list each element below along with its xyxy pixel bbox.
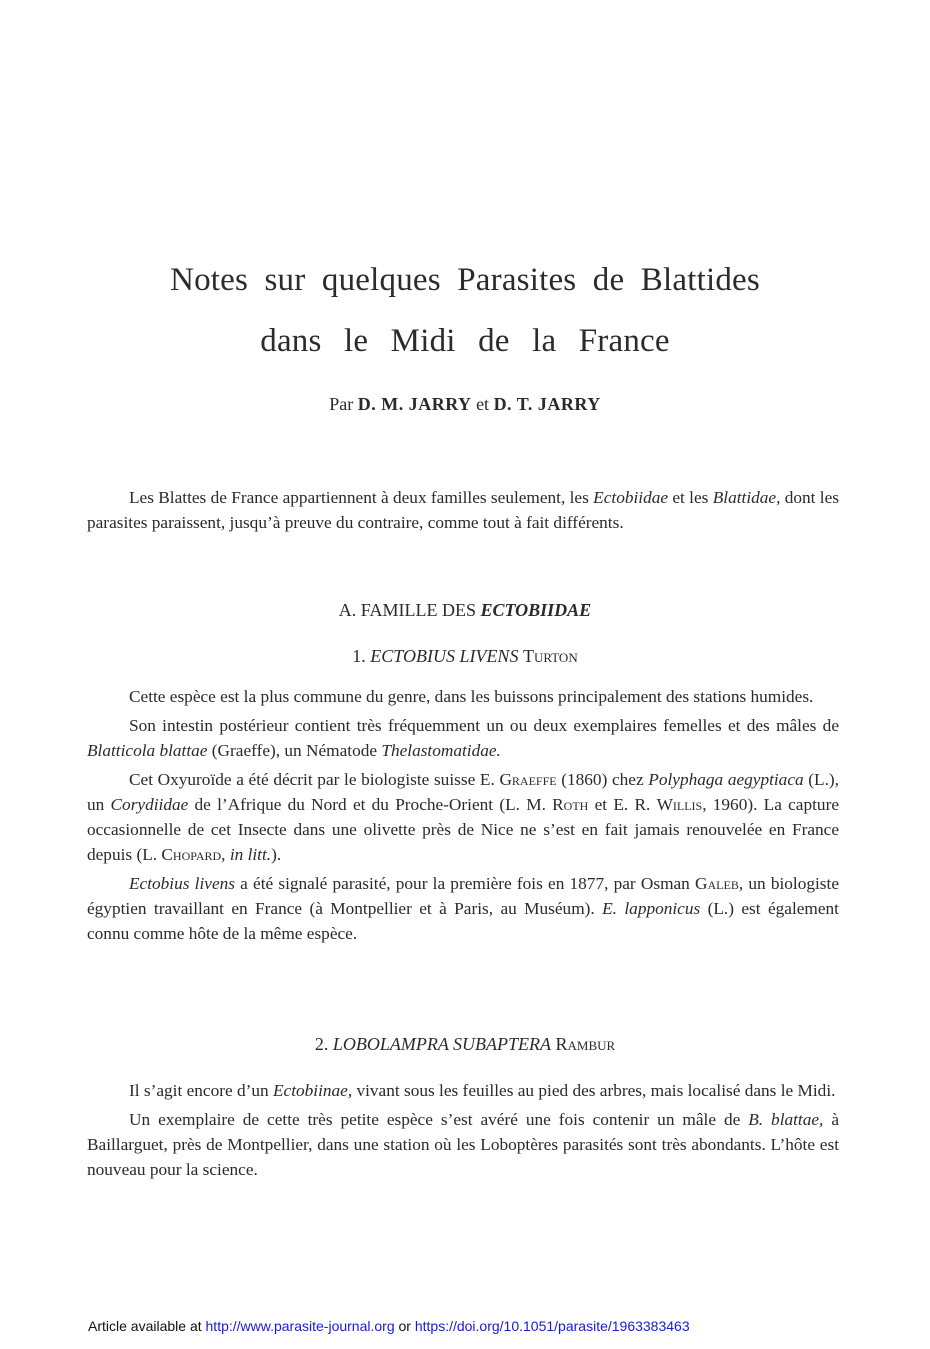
footer-text: or xyxy=(394,1318,415,1334)
subsection-species: ECTOBIUS LIVENS xyxy=(370,646,519,666)
subsection-author: Rambur xyxy=(555,1034,616,1054)
section-family-name: ECTOBIIDAE xyxy=(480,600,592,620)
paragraph-text: Cette espèce est la plus commune du genre, dans les buissons principalement des stations humides. xyxy=(129,687,814,706)
section-heading-a xyxy=(0,600,930,621)
subsection-author: Turton xyxy=(522,646,578,666)
paragraph xyxy=(87,871,839,946)
subsection-number: 2. xyxy=(314,1034,333,1054)
taxon-name: Blatticola blattae xyxy=(87,741,208,760)
taxon-name: Polyphaga aegyptiaca xyxy=(648,770,804,789)
paragraph-text: Son intestin postérieur contient très fréquemment un ou deux exemplaires femelles et des mâles de xyxy=(129,716,839,735)
intro-text: et les xyxy=(668,488,713,507)
paragraph-text: Il s’agit encore d’un xyxy=(129,1081,273,1100)
title-line-1: Notes sur quelques Parasites de Blattides xyxy=(170,262,760,298)
taxon-ectobiidae: Ectobiidae xyxy=(593,488,669,507)
doi-link[interactable]: https://doi.org/10.1051/parasite/1963383463 xyxy=(414,1318,690,1334)
taxon-name: Corydiidae xyxy=(110,795,189,814)
subsection-heading-2 xyxy=(0,1034,930,1055)
author-name: Chopard, xyxy=(161,845,226,864)
journal-link[interactable]: http://www.parasite-journal.org xyxy=(205,1318,395,1334)
taxon-name: B. blattae, xyxy=(748,1110,824,1129)
taxon-name: Ectobius livens xyxy=(129,874,235,893)
intro-text: dont les parasites paraissent, jusqu’à preuve du contraire, comme tout à fait différents. xyxy=(87,488,839,532)
paragraph xyxy=(87,1078,839,1103)
author-name: Willis, xyxy=(656,795,707,814)
section-prefix: A. FAMILLE DES xyxy=(338,600,481,620)
author-1: D. M. JARRY xyxy=(357,394,472,414)
paragraph-text: Un exemplaire de cette très petite espèce s’est avéré une fois contenir un mâle de xyxy=(129,1110,749,1129)
paragraph-text: a été signalé parasité, pour la première fois en 1877, par Osman xyxy=(234,874,696,893)
author-2: D. T. JARRY xyxy=(493,394,601,414)
taxon-blattidae: Blattidae, xyxy=(712,488,781,507)
taxon-name: Ectobiinae, xyxy=(272,1081,353,1100)
citation-note: in litt. xyxy=(229,845,272,864)
subsection-heading-1 xyxy=(0,646,930,667)
section-a-body xyxy=(87,684,839,946)
paragraph-text: (L.) est également connu comme hôte de la même espèce. xyxy=(87,899,839,943)
paragraph-text: (Graeffe), un Nématode xyxy=(207,741,382,760)
intro-text: Les Blattes de France appartiennent à deux familles seulement, les xyxy=(129,488,594,507)
article-footer xyxy=(88,1318,690,1334)
subsection-number: 1. xyxy=(352,646,371,666)
paragraph xyxy=(87,713,839,763)
paragraph-text: 1960). La capture occasionnelle de cet Insecte dans une olivette près de Nice ne s’est en fait jamais renouvelée en France depuis (L. xyxy=(87,795,839,864)
paragraph-text: (1860) chez xyxy=(556,770,649,789)
paragraph-text: ). xyxy=(271,845,282,864)
paragraph-text: vivant sous les feuilles au pied des arbres, mais localisé dans le Midi. xyxy=(352,1081,836,1100)
taxon-name: Thelastomatidae. xyxy=(381,741,501,760)
author-name: Graeffe xyxy=(499,770,557,789)
paragraph xyxy=(87,684,839,709)
paragraph-text: (L.), un xyxy=(87,770,839,814)
paragraph-text: un biologiste égyptien travaillant en France (à Montpellier et à Paris, au Muséum). xyxy=(87,874,840,918)
subsection-species: LOBOLAMPRA SUBAPTERA xyxy=(332,1034,551,1054)
author-name: Roth xyxy=(552,795,589,814)
paragraph-text: Cet Oxyuroïde a été décrit par le biologiste suisse E. xyxy=(129,770,500,789)
paragraph-text: et E. R. xyxy=(588,795,657,814)
paragraph xyxy=(87,1107,839,1182)
author-name: Galeb, xyxy=(695,874,744,893)
subsection-2-body xyxy=(87,1078,839,1182)
paragraph xyxy=(87,767,839,867)
authors-conjunction: et xyxy=(476,394,490,414)
footer-text: Article available at xyxy=(88,1318,206,1334)
title-line-2: dans le Midi de la France xyxy=(260,323,670,359)
paragraph-text: de l’Afrique du Nord et du Proche-Orient (L. M. xyxy=(188,795,553,814)
authors xyxy=(0,394,930,415)
authors-prefix: Par xyxy=(329,394,354,414)
intro-paragraph xyxy=(87,485,839,535)
paragraph-text: à Baillarguet, près de Montpellier, dans une station où les Loboptères parasités sont très abondants. L’hôte est nouveau pour la science. xyxy=(87,1110,839,1179)
taxon-name: E. lapponicus xyxy=(602,899,701,918)
